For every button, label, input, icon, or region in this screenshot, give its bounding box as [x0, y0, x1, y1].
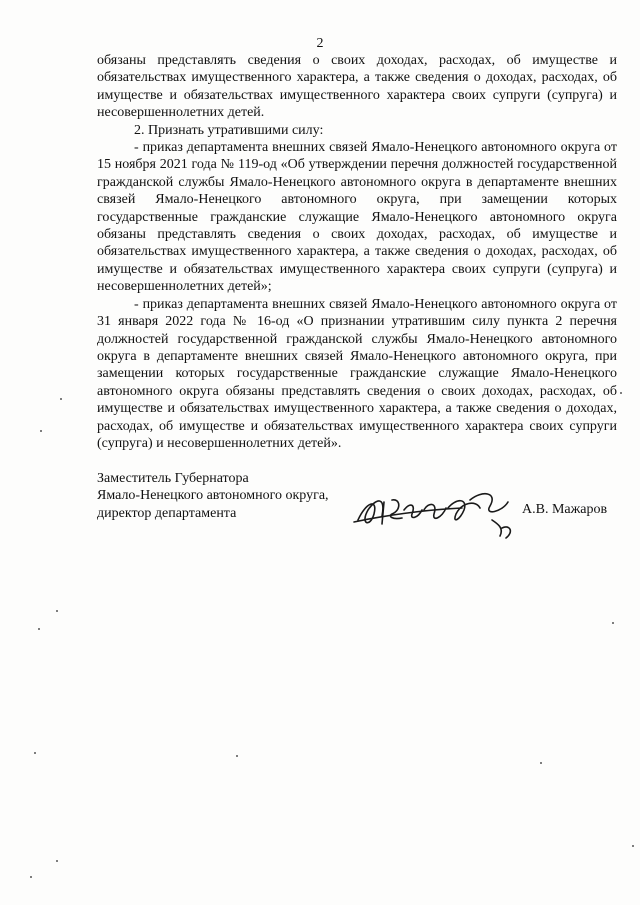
- signatory-name: А.В. Мажаров: [522, 502, 608, 517]
- scan-speck: [612, 622, 614, 624]
- scan-speck: [540, 762, 542, 764]
- paragraph-order-119: - приказ департамента внешних связей Ямало-Ненецкого автономного округа от 15 ноября 2021 года № 119-од «Об утверждении перечня должностей государственной гражданской службы Ямало-Ненецкого автономного округа в департаменте внешних связей Ямало-Ненецкого автономного округа, при замещении которых государственные гражданские служащие Ямало-Ненецкого автономного округа обязаны представлять сведения о своих доходах, расходах, об имуществе и обязательствах имущественного характера, а также сведения о доходах, расходах, об имуществе и обязательствах имущественного характера своих супруги (супруга) и несовершеннолетних детей»;: [97, 140, 617, 295]
- paragraph-item-2: 2. Признать утратившими силу:: [134, 122, 324, 138]
- scan-speck: [56, 860, 58, 862]
- paragraph-continuation: обязаны представлять сведения о своих доходах, расходах, об имуществе и обязательствах имущественного характера, а также сведения о доходах, расходах, об имуществе и обязательствах имущественного характера своих супруги (супруга) и несовершеннолетних детей.: [97, 53, 617, 121]
- scan-speck: [236, 755, 238, 757]
- document-body: [97, 52, 617, 452]
- signatory-title-line3: директор департамента: [97, 505, 237, 521]
- scan-speck: [30, 876, 32, 878]
- paragraph-order-16: - приказ департамента внешних связей Ямало-Ненецкого автономного округа от 31 января 2022 года № 16-од «О признании утратившим силу пункта 2 перечня должностей государственной гражданской службы Ямало-Ненецкого автономного округа в департаменте внешних связей Ямало-Ненецкого автономного округа, при замещении которых государственные гражданские служащие Ямало-Ненецкого автономного округа обязаны представлять сведения о своих доходах, расходах, об имуществе и обязательствах имущественного характера, а также сведения о доходах, расходах, об имуществе и обязательствах имущественного характера своих супруги (супруга) и несовершеннолетних детей».: [97, 296, 617, 451]
- signatory-title-line1: Заместитель Губернатора: [97, 471, 249, 486]
- signatory-title-line2: Ямало-Ненецкого автономного округа,: [97, 488, 329, 504]
- scan-speck: [34, 752, 36, 754]
- scan-speck: [56, 610, 58, 612]
- scan-speck: [620, 392, 622, 394]
- scan-speck: [60, 398, 62, 400]
- handwritten-signature: [352, 480, 532, 550]
- scan-speck: [632, 845, 634, 847]
- scan-speck: [38, 628, 40, 630]
- scan-speck: [40, 430, 42, 432]
- page-number: 2: [316, 36, 324, 51]
